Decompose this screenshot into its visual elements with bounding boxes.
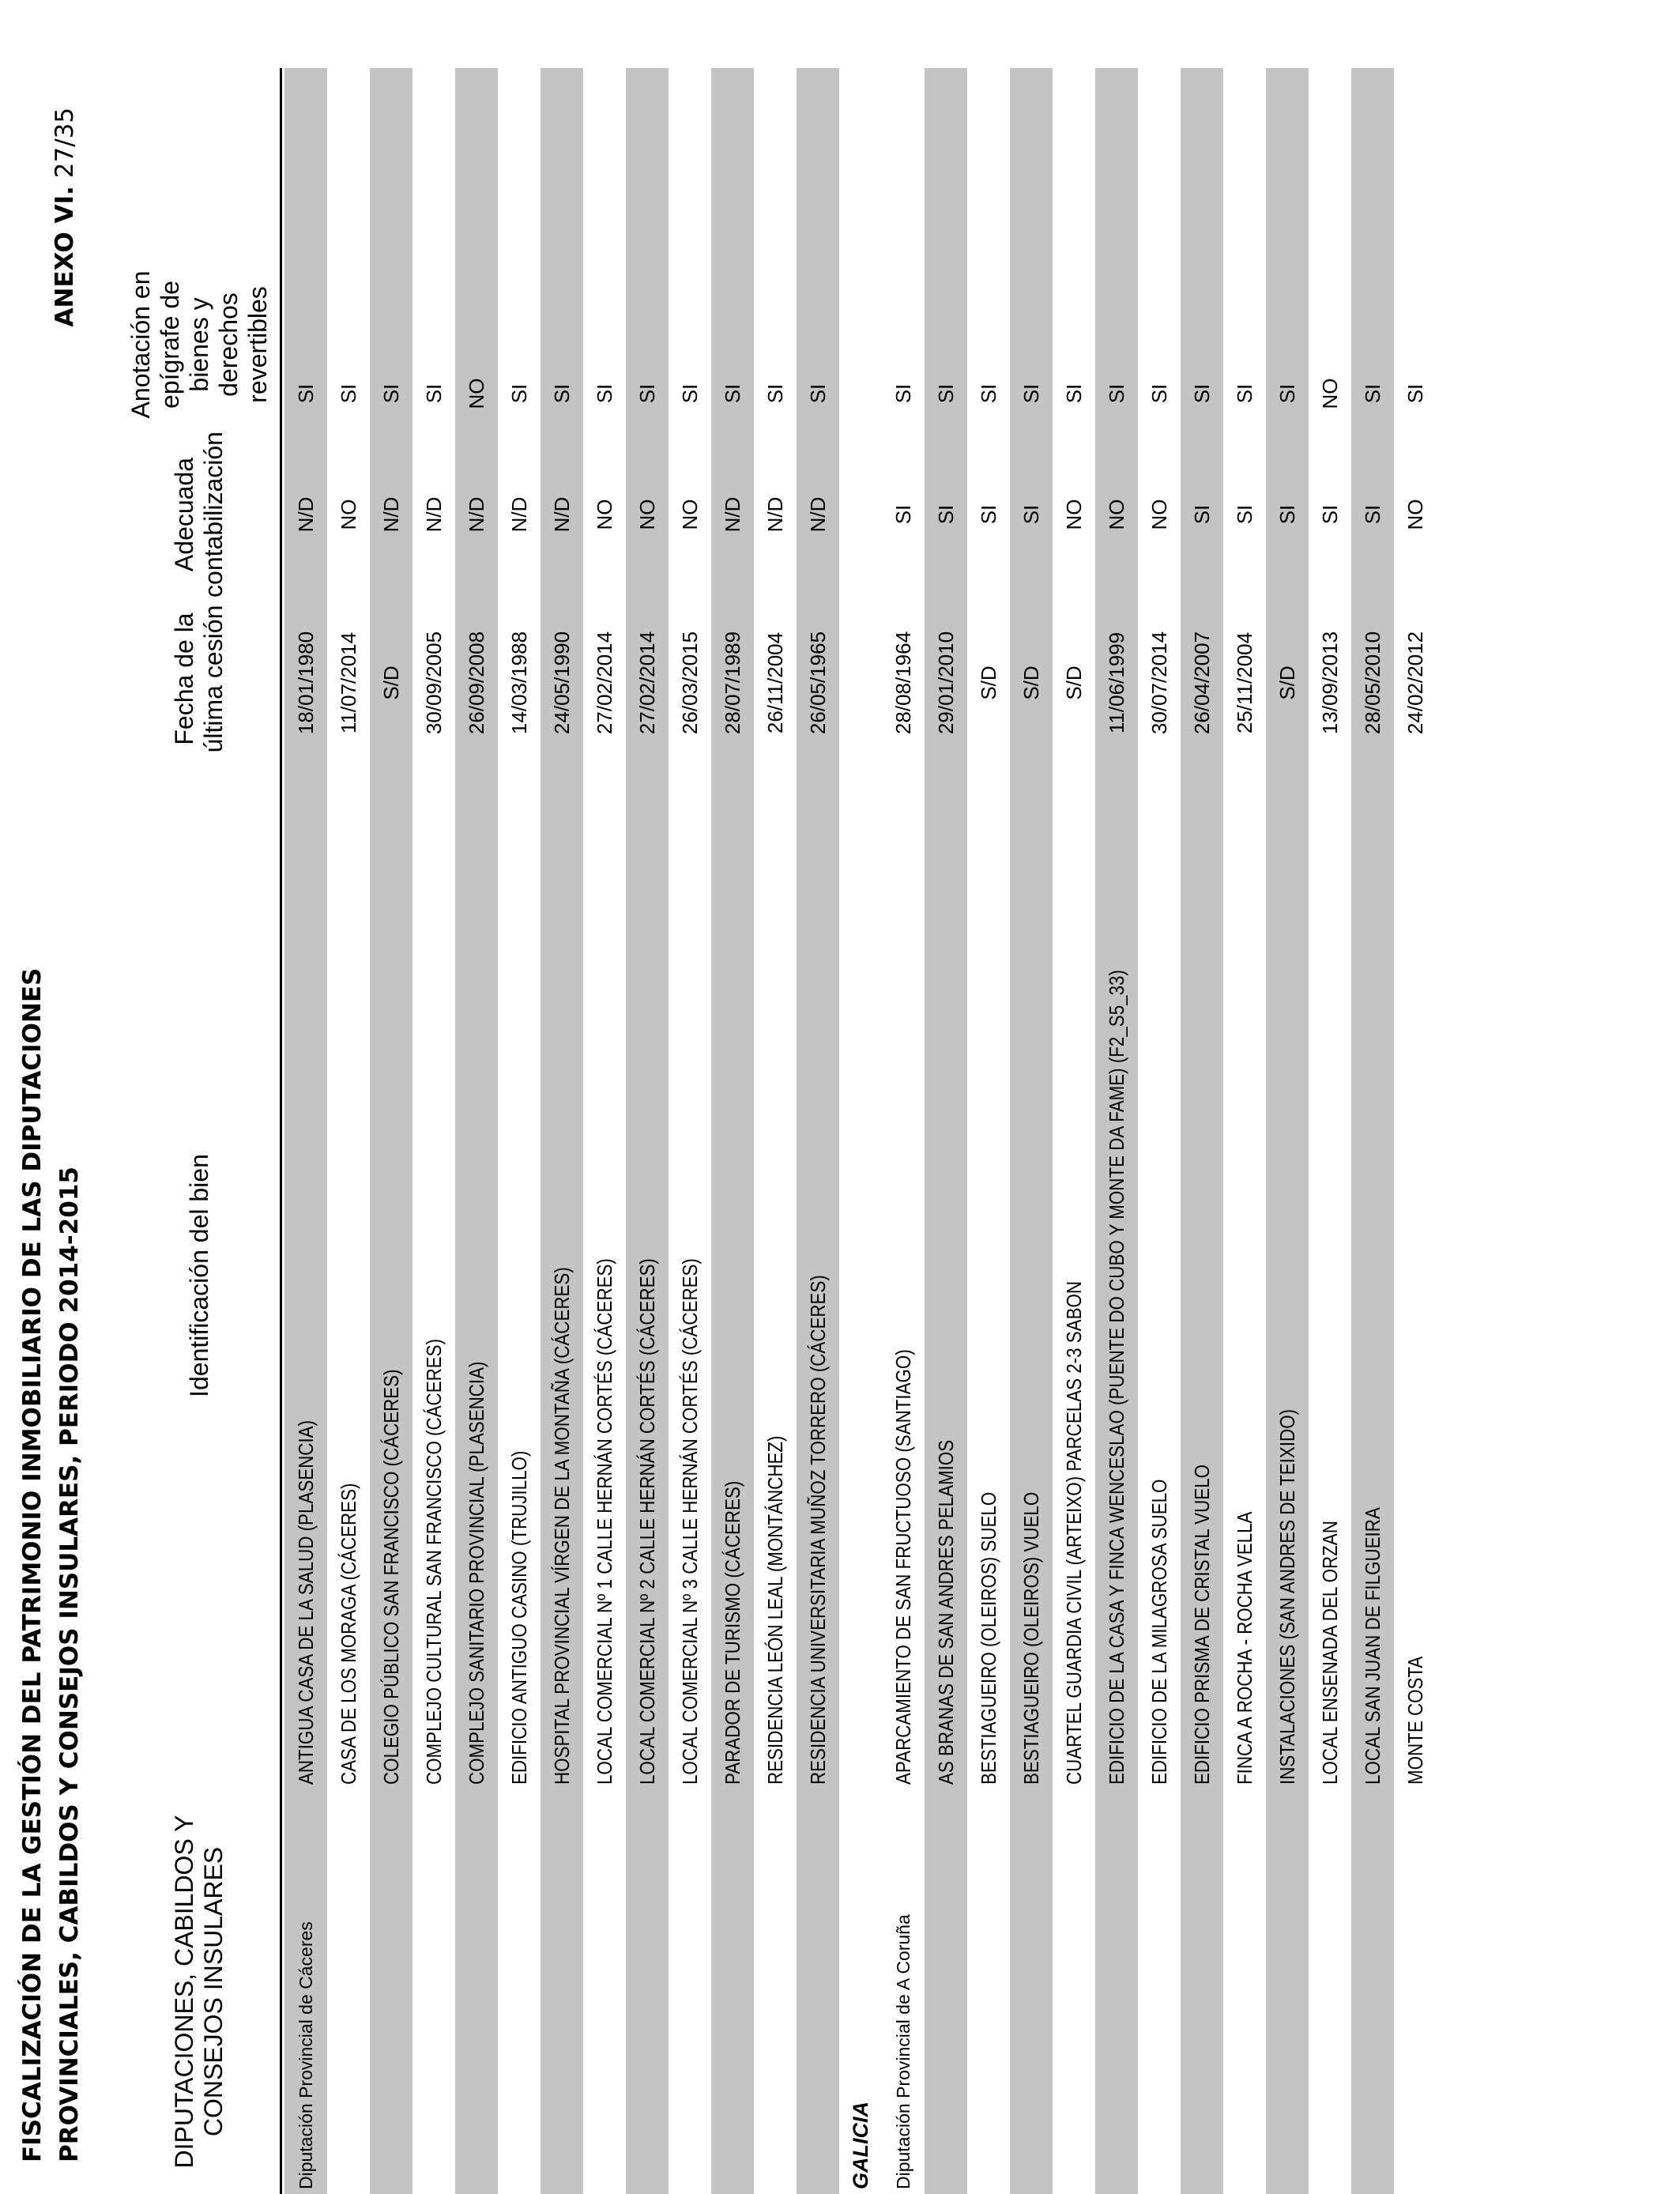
cell-anotacion: SI (422, 383, 446, 404)
header-identificacion: Identificación del bien (184, 1154, 213, 1397)
cell-adecuada: NO (1062, 499, 1086, 530)
cell-fecha: 13/09/2013 (1318, 631, 1342, 735)
table-row (711, 68, 754, 2194)
cell-adecuada: SI (1019, 504, 1043, 525)
cell-fecha: S/D (1062, 665, 1086, 700)
cell-anotacion: SI (934, 383, 958, 404)
cell-anotacion: SI (891, 383, 915, 404)
header-anotacion: Anotación en epígrafe de bienes y derechos revertibles (126, 270, 272, 419)
cell-identificacion: LOCAL COMERCIAL Nº 2 CALLE HERNÁN CORTÉS (CÁCERES) (635, 1258, 659, 1785)
cell-adecuada: SI (1190, 504, 1214, 525)
document-title: FISCALIZACIÓN DE LA GESTIÓN DEL PATRIMONIO INMOBILIARIO DE LAS DIPUTACIONES PROVINCIALES, CABILDOS Y CONSEJOS INSULARES, PERIODO 2014-2015 (18, 967, 84, 2162)
cell-diputacion (626, 1794, 669, 2189)
cell-diputacion (925, 1794, 967, 2189)
cell-anotacion: SI (1062, 383, 1086, 404)
table-row (1266, 68, 1309, 2194)
cell-anotacion: SI (507, 383, 531, 404)
cell-adecuada: SI (934, 504, 958, 525)
cell-diputacion (754, 1794, 797, 2189)
table-row (284, 68, 327, 2194)
cell-diputacion (967, 1794, 1010, 2189)
cell-identificacion: CASA DE LOS MORAGA (CÁCERES) (337, 1483, 360, 1785)
region-heading: GALICIA (849, 2102, 872, 2189)
cell-adecuada: NO (337, 499, 360, 530)
cell-diputacion (327, 1794, 370, 2189)
cell-fecha: 28/08/1964 (891, 631, 915, 735)
table-row (967, 68, 1010, 2194)
cell-anotacion: SI (1361, 383, 1384, 404)
cell-identificacion: RESIDENCIA UNIVERSITARIA MUÑOZ TORRERO (CÁCERES) (806, 1275, 830, 1785)
cell-diputacion (1309, 1794, 1351, 2189)
cell-diputacion (1266, 1794, 1309, 2189)
cell-fecha: S/D (379, 665, 403, 700)
cell-adecuada: N/D (721, 496, 744, 533)
table-row (370, 68, 412, 2194)
cell-anotacion: SI (1275, 383, 1299, 404)
cell-anotacion: SI (337, 383, 360, 404)
table-row (797, 68, 839, 2194)
cell-adecuada: N/D (422, 496, 446, 533)
cell-diputacion (797, 1794, 839, 2189)
table-row (541, 68, 583, 2194)
cell-diputacion (455, 1794, 498, 2189)
table-row (754, 68, 797, 2194)
table-row (1351, 68, 1394, 2194)
cell-identificacion: COMPLEJO SANITARIO PROVINCIAL (PLASENCIA) (465, 1361, 488, 1785)
cell-anotacion: SI (635, 383, 659, 404)
cell-fecha: S/D (1275, 665, 1299, 700)
cell-anotacion: NO (465, 378, 488, 409)
cell-adecuada: SI (1318, 504, 1342, 525)
cell-adecuada: SI (1275, 504, 1299, 525)
cell-fecha: 26/09/2008 (465, 631, 488, 735)
table-row (626, 68, 669, 2194)
cell-anotacion: SI (379, 383, 403, 404)
cell-fecha: 24/02/2012 (1403, 631, 1427, 735)
cell-identificacion: BESTIAGUEIRO (OLEIROS) VUELO (1019, 1491, 1043, 1785)
table-row (1223, 68, 1266, 2194)
cell-identificacion: HOSPITAL PROVINCIAL VÍRGEN DE LA MONTAÑA (CÁCERES) (550, 1267, 574, 1785)
table-row (1181, 68, 1223, 2194)
cell-fecha: S/D (1019, 665, 1043, 700)
cell-anotacion: SI (294, 383, 318, 404)
cell-adecuada: NO (1403, 499, 1427, 530)
cell-diputacion (1223, 1794, 1266, 2189)
cell-diputacion: Diputación Provincial de Cáceres (296, 1921, 316, 2189)
cell-anotacion: SI (1105, 383, 1128, 404)
cell-identificacion: ANTIGUA CASA DE LA SALUD (PLASENCIA) (294, 1419, 318, 1785)
cell-identificacion: CUARTEL GUARDIA CIVIL (ARTEIXO) PARCELAS 2-3 SABON (1062, 1280, 1086, 1785)
cell-identificacion: EDIFICIO DE LA CASA Y FINCA WENCESLAO (PUENTE DO CUBO Y MONTE DA FAME) (F2_S5_33) (1105, 970, 1128, 1785)
cell-identificacion: LOCAL COMERCIAL Nº 1 CALLE HERNÁN CORTÉS (CÁCERES) (593, 1258, 616, 1785)
cell-identificacion: MONTE COSTA (1403, 1656, 1427, 1785)
cell-identificacion: LOCAL SAN JUAN DE FILGUEIRA (1361, 1507, 1384, 1785)
cell-adecuada: NO (678, 499, 702, 530)
cell-adecuada: N/D (763, 496, 787, 533)
cell-fecha: 26/03/2015 (678, 631, 702, 735)
cell-identificacion: RESIDENCIA LEÓN LEAL (MONTÁNCHEZ) (763, 1435, 787, 1785)
cell-fecha: 27/02/2014 (593, 631, 616, 735)
cell-fecha: 18/01/1980 (294, 631, 318, 735)
table-row (498, 68, 541, 2194)
cell-anotacion: NO (1318, 378, 1342, 409)
cell-identificacion: EDIFICIO DE LA MILAGROSA SUELO (1147, 1479, 1171, 1785)
annex-label (51, 107, 79, 518)
cell-anotacion: SI (1019, 383, 1043, 404)
cell-fecha: 25/11/2004 (1233, 631, 1256, 734)
table-row (1138, 68, 1181, 2194)
cell-fecha: 27/02/2014 (635, 631, 659, 735)
table-row (1394, 68, 1437, 2194)
cell-diputacion (1053, 1794, 1095, 2189)
cell-diputacion (711, 1794, 754, 2189)
cell-adecuada: N/D (465, 496, 488, 533)
table-row (412, 68, 455, 2194)
table-row (882, 68, 925, 2194)
cell-diputacion (541, 1794, 583, 2189)
annex-name: ANEXO VI. (51, 186, 79, 327)
cell-anotacion: SI (1403, 383, 1427, 404)
cell-fecha: 11/07/2014 (337, 631, 360, 734)
table-row (1010, 68, 1053, 2194)
cell-diputacion (1351, 1794, 1394, 2189)
cell-adecuada: N/D (379, 496, 403, 533)
cell-diputacion (370, 1794, 412, 2189)
cell-fecha: 30/09/2005 (422, 631, 446, 735)
cell-diputacion (1138, 1794, 1181, 2189)
table-row (1309, 68, 1351, 2194)
cell-adecuada: SI (977, 504, 1000, 525)
table-row (1095, 68, 1138, 2194)
cell-adecuada: N/D (294, 496, 318, 533)
cell-anotacion: SI (1190, 383, 1214, 404)
cell-diputacion: Diputación Provincial de A Coruña (893, 1914, 913, 2189)
table-row (925, 68, 967, 2194)
cell-identificacion: APARCAMIENTO DE SAN FRUCTUOSO (SANTIAGO) (891, 1349, 915, 1785)
cell-identificacion: LOCAL COMERCIAL Nº 3 CALLE HERNÁN CORTÉS (CÁCERES) (678, 1258, 702, 1785)
cell-adecuada: SI (1361, 504, 1384, 525)
cell-fecha: 28/07/1989 (721, 631, 744, 735)
cell-fecha: 29/01/2010 (934, 631, 958, 735)
cell-anotacion: SI (806, 383, 830, 404)
cell-fecha: 26/11/2004 (763, 631, 787, 734)
annex-page-number: 27/35 (51, 107, 79, 179)
cell-diputacion (669, 1794, 711, 2189)
cell-identificacion: LOCAL ENSENADA DEL ORZAN (1318, 1521, 1342, 1785)
cell-adecuada: SI (1233, 504, 1256, 525)
cell-fecha: 28/05/2010 (1361, 631, 1384, 735)
cell-identificacion: COMPLEJO CULTURAL SAN FRANCISCO (CÁCERES) (422, 1338, 446, 1785)
header-diputaciones: DIPUTACIONES, CABILDOS Y CONSEJOS INSULARES (170, 1815, 228, 2169)
cell-adecuada: N/D (550, 496, 574, 533)
cell-fecha: 26/04/2007 (1190, 631, 1214, 735)
cell-adecuada: NO (1147, 499, 1171, 530)
table-row (327, 68, 370, 2194)
cell-adecuada: NO (1105, 499, 1128, 530)
table-row (583, 68, 626, 2194)
cell-diputacion (1181, 1794, 1223, 2189)
table-row (1053, 68, 1095, 2194)
cell-anotacion: SI (678, 383, 702, 404)
cell-diputacion (1010, 1794, 1053, 2189)
cell-identificacion: EDIFICIO PRISMA DE CRISTAL VUELO (1190, 1464, 1214, 1785)
cell-fecha: 24/05/1990 (550, 631, 574, 735)
cell-identificacion: EDIFICIO ANTIGUO CASINO (TRUJILLO) (507, 1450, 531, 1785)
cell-anotacion: SI (721, 383, 744, 404)
cell-anotacion: SI (1147, 383, 1171, 404)
cell-diputacion (1394, 1794, 1437, 2189)
cell-fecha: 14/03/1988 (507, 631, 531, 735)
table-row (455, 68, 498, 2194)
cell-identificacion: BESTIAGUEIRO (OLEIROS) SUELO (977, 1491, 1000, 1785)
cell-identificacion: INSTALACIONES (SAN ANDRES DE TEIXIDO) (1275, 1408, 1299, 1785)
cell-diputacion (583, 1794, 626, 2189)
cell-identificacion: FINCA A ROCHA - ROCHA VELLA (1233, 1511, 1256, 1785)
cell-adecuada: N/D (507, 496, 531, 533)
cell-fecha: 30/07/2014 (1147, 631, 1171, 735)
cell-fecha: S/D (977, 665, 1000, 700)
table-row (669, 68, 711, 2194)
cell-adecuada: N/D (806, 496, 830, 533)
cell-identificacion: AS BRANAS DE SAN ANDRES PELAMIOS (934, 1439, 958, 1785)
cell-diputacion (498, 1794, 541, 2189)
cell-diputacion (1095, 1794, 1138, 2189)
cell-adecuada: SI (891, 504, 915, 525)
header-adecuada: Adecuada contabilización (170, 432, 228, 598)
cell-adecuada: NO (593, 499, 616, 530)
cell-anotacion: SI (550, 383, 574, 404)
cell-identificacion: COLEGIO PÚBLICO SAN FRANCISCO (CÁCERES) (379, 1369, 403, 1785)
header-rule (280, 68, 282, 2194)
cell-diputacion (412, 1794, 455, 2189)
cell-adecuada: NO (635, 499, 659, 530)
header-fecha: Fecha de la última cesión (170, 605, 228, 753)
cell-anotacion: SI (593, 383, 616, 404)
cell-anotacion: SI (763, 383, 787, 404)
cell-anotacion: SI (977, 383, 1000, 404)
cell-fecha: 11/06/1999 (1105, 631, 1128, 734)
cell-anotacion: SI (1233, 383, 1256, 404)
cell-identificacion: PARADOR DE TURISMO (CÁCERES) (721, 1480, 744, 1785)
cell-fecha: 26/05/1965 (806, 631, 830, 735)
